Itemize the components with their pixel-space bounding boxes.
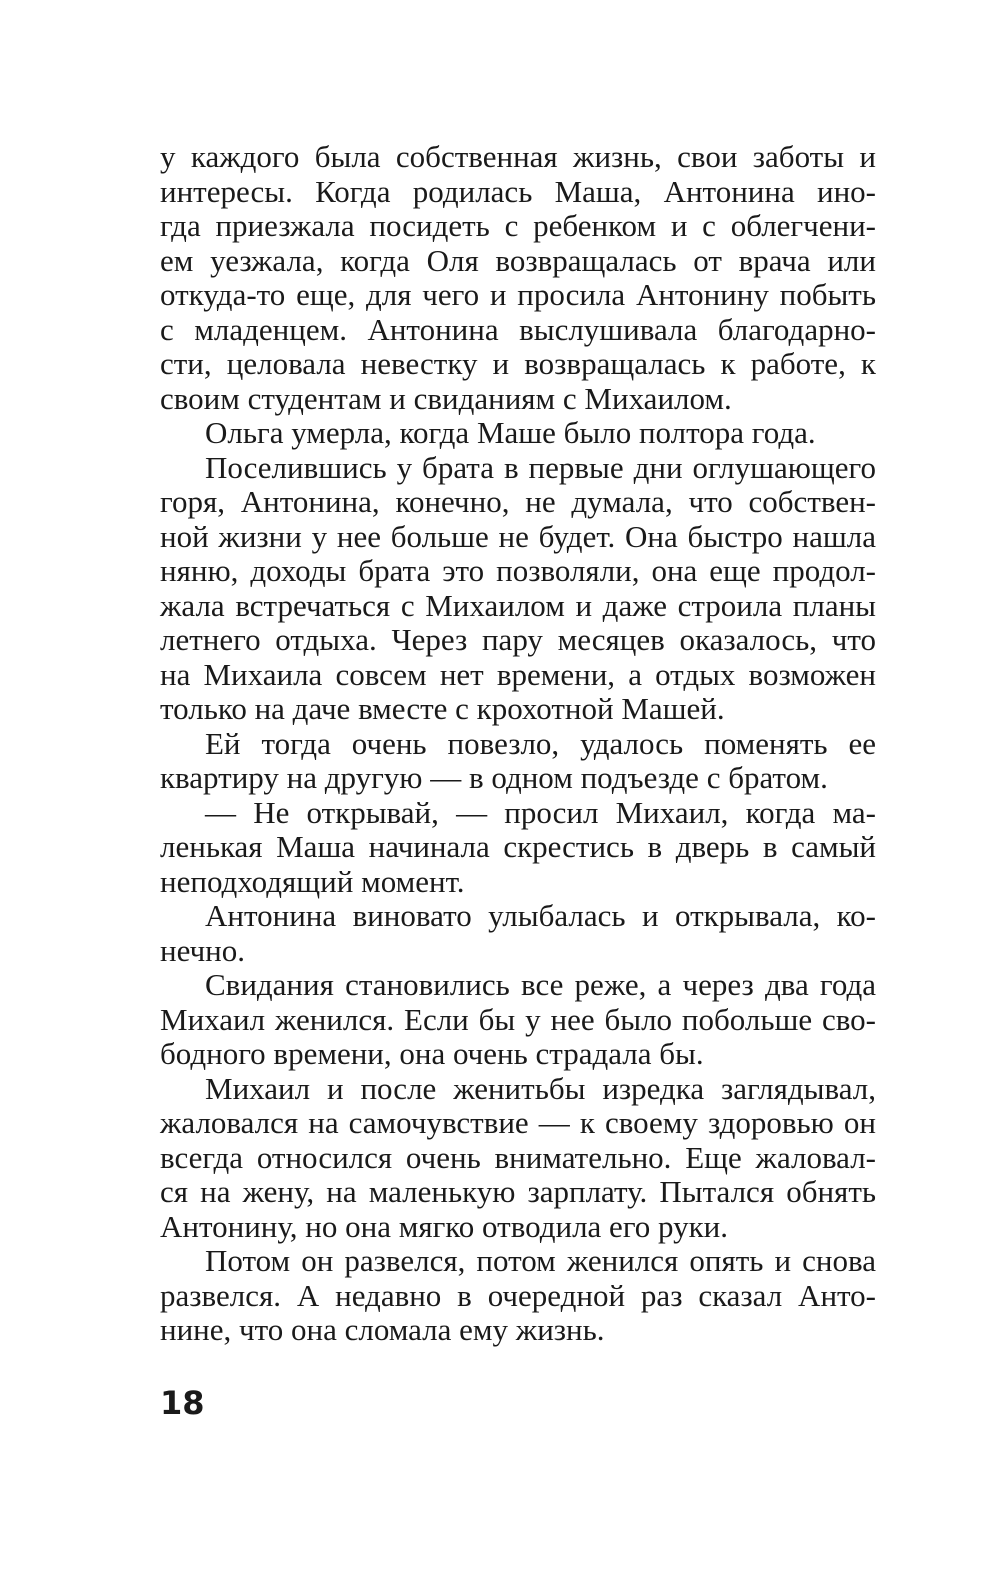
text-line: ленькая Маша начинала скрестись в дверь в самый xyxy=(160,829,876,864)
text-line: сти, целовала невестку и возвращалась к работе, к xyxy=(160,346,876,381)
text-line: Поселившись у брата в первые дни оглушающего xyxy=(205,449,876,485)
text-line: летнего отдыха. Через пару месяцев оказалось, что xyxy=(160,622,876,657)
text-line: гда приезжала посидеть с ребенком и с облегчени- xyxy=(160,208,876,243)
text-line: Антонина виновато улыбалась и открывала, ко- xyxy=(205,898,876,933)
text-line: с младенцем. Антонина выслушивала благодарно- xyxy=(160,311,876,347)
text-line: горя, Антонина, конечно, не думала, что собствен- xyxy=(160,484,876,519)
text-line: нине, что она сломала ему жизнь. xyxy=(160,1312,605,1347)
text-line: неподходящий момент. xyxy=(160,863,465,899)
text-line: Михаил и после женитьбы изредка заглядывал, xyxy=(205,1070,876,1106)
text-line: няню, доходы брата это позволяли, она еще продол- xyxy=(160,553,876,588)
text-line: развелся. А недавно в очередной раз сказал Анто- xyxy=(160,1277,876,1313)
text-line: ной жизни у нее больше не будет. Она быстро нашла xyxy=(160,518,876,554)
text-line: Ольга умерла, когда Маше было полтора года. xyxy=(205,415,816,450)
text-line: только на даче вместе с крохотной Машей. xyxy=(160,691,725,726)
text-line: у каждого была собственная жизнь, свои заботы и xyxy=(160,139,876,174)
text-line: откуда-то еще, для чего и просила Антонину побыть xyxy=(160,277,876,312)
text-line: Михаил женился. Если бы у нее было побольше сво- xyxy=(160,1001,876,1037)
text-line: Потом он развелся, потом женился опять и снова xyxy=(205,1243,876,1278)
text-line: квартиру на другую — в одном подъезде с братом. xyxy=(160,760,828,795)
text-line: — Не открывай, — просил Михаил, когда ма- xyxy=(205,794,876,830)
text-line: своим студентам и свиданиям с Михаилом. xyxy=(160,380,732,416)
text-line: бодного времени, она очень страдала бы. xyxy=(160,1036,704,1071)
text-line: жала встречаться с Михаилом и даже строила планы xyxy=(160,587,876,623)
text-line: нечно. xyxy=(160,932,246,968)
text-line: Свидания становились все реже, а через два года xyxy=(205,967,876,1002)
text-line: ем уезжала, когда Оля возвращалась от врача или xyxy=(160,242,876,278)
text-line: Ей тогда очень повезло, удалось поменять ее xyxy=(205,725,876,761)
text-line: на Михаила совсем нет времени, а отдых возможен xyxy=(160,656,876,692)
body-text xyxy=(160,140,876,1348)
text-line: Антонину, но она мягко отводила его руки. xyxy=(160,1208,729,1244)
text-line: всегда относился очень внимательно. Еще жаловал- xyxy=(160,1139,876,1175)
text-line: жаловался на самочувствие — к своему здоровью он xyxy=(160,1105,876,1140)
page-number: 18 xyxy=(160,1384,205,1422)
text-line: интересы. Когда родилась Маша, Антонина ино- xyxy=(160,173,876,209)
text-line: ся на жену, на маленькую зарплату. Пытался обнять xyxy=(160,1174,876,1209)
